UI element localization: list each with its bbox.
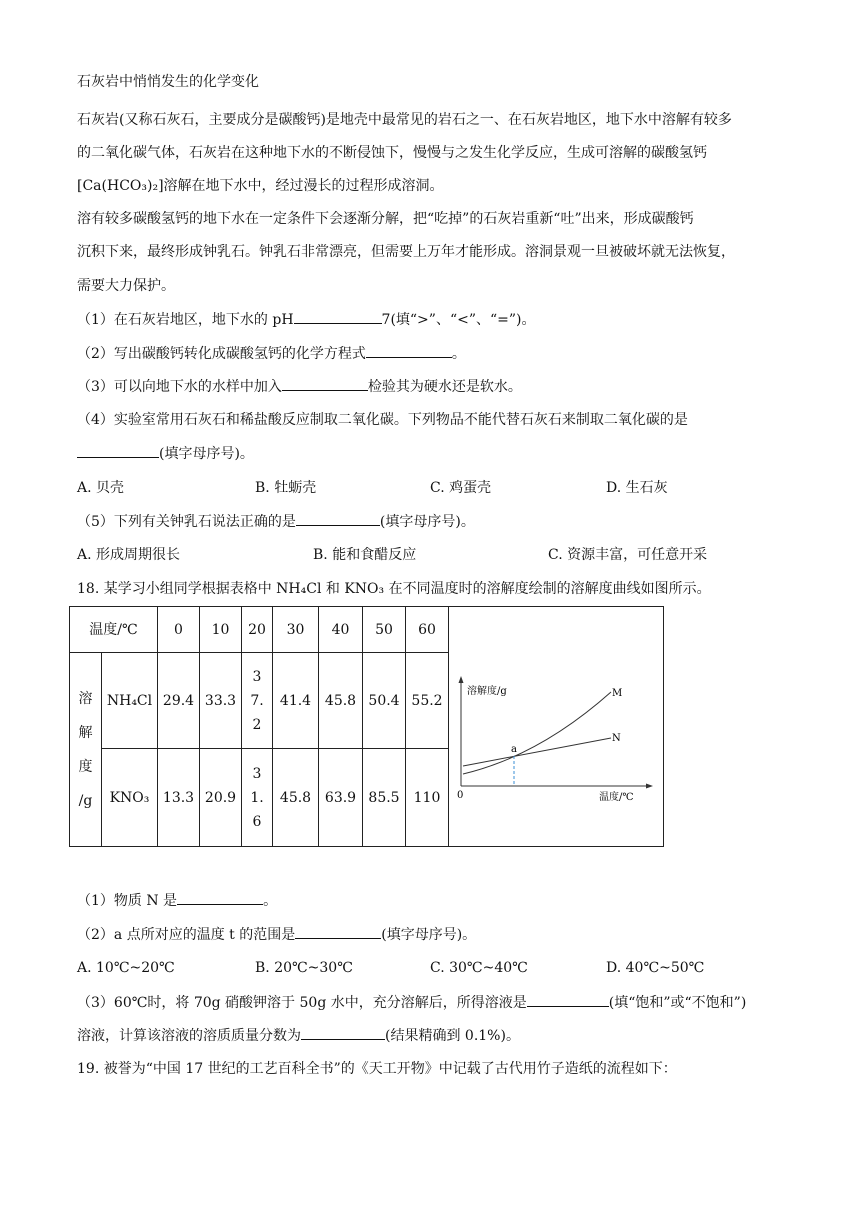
answer-blank[interactable] <box>77 443 159 458</box>
temp-cell: 20 <box>242 607 273 653</box>
graph-ylabel: 溶解度/g <box>467 685 507 697</box>
q17-2-suffix: 。 <box>451 346 466 362</box>
answer-blank[interactable] <box>295 924 381 939</box>
passage-p1-line1: 石灰岩(又称石灰石，主要成分是碳酸钙)是地壳中最常见的岩石之一、在石灰岩地区，地下水中溶解有较多 <box>77 112 732 128</box>
curve-m-label: M <box>612 687 623 699</box>
q17-1-text: （1）在石灰岩地区，地下水的 pH <box>77 312 294 328</box>
temp-cell: 60 <box>406 607 449 653</box>
q17-4-line2 <box>77 443 254 464</box>
value-cell: 33.3 <box>200 653 242 749</box>
value-cell: 50.4 <box>363 653 406 749</box>
temp-cell: 40 <box>319 607 363 653</box>
temp-header: 温度/℃ <box>70 607 158 653</box>
row-group-label: 溶 解 度 /g <box>70 653 102 847</box>
value-cell: 41.4 <box>273 653 319 749</box>
q18-2-suffix: (填字母序号)。 <box>381 927 477 943</box>
q17-1-suffix: 7(填“>”、“<”、“=”)。 <box>381 312 536 328</box>
value-cell: 85.5 <box>363 749 406 847</box>
q18-1 <box>77 890 277 911</box>
solubility-table <box>69 606 664 847</box>
passage-title: 石灰岩中悄悄发生的化学变化 <box>77 74 259 90</box>
passage-p1-line2: 的二氧化碳气体，石灰岩在这种地下水的不断侵蚀下，慢慢与之发生化学反应，生成可溶解的碳酸氢钙 <box>77 145 707 161</box>
q18-3-line1 <box>77 992 746 1013</box>
q18-2-text: （2）a 点所对应的温度 t 的范围是 <box>77 927 296 943</box>
value-cell: 29.4 <box>158 653 200 749</box>
q17-2-text: （2）写出碳酸钙转化成碳酸氢钙的化学方程式 <box>77 346 366 362</box>
curve-n <box>463 738 611 766</box>
q17-3 <box>77 376 522 397</box>
q17-4-option-b[interactable]: B. 牡蛎壳 <box>255 480 317 496</box>
passage-p2-line3: 需要大力保护。 <box>77 278 175 294</box>
curve-n-label: N <box>612 732 621 744</box>
y-axis-arrow <box>459 676 464 683</box>
q18-3-text: （3）60℃时，将 70g 硝酸钾溶于 50g 水中，充分溶解后，所得溶液是 <box>77 995 527 1011</box>
graph-xlabel: 温度/℃ <box>599 791 634 803</box>
passage-p2-line1: 溶有较多碳酸氢钙的地下水在一定条件下会逐渐分解，把“吃掉”的石灰岩重新“吐”出来，形成碳酸钙 <box>77 211 694 227</box>
answer-blank[interactable] <box>294 309 382 324</box>
solubility-graph <box>449 628 663 820</box>
q18-1-suffix: 。 <box>263 893 278 909</box>
q18-2-option-a[interactable]: A. 10℃~20℃ <box>77 960 175 976</box>
substance-nh4cl: NH₄Cl <box>102 653 158 749</box>
value-cell: 37.2 <box>242 653 273 749</box>
answer-blank[interactable] <box>301 1025 385 1040</box>
q18-3-line2-suffix: (结果精确到 0.1%)。 <box>385 1028 520 1044</box>
q17-1 <box>77 309 536 330</box>
q18-2 <box>77 924 476 945</box>
q17-4-line1: （4）实验室常用石灰石和稀盐酸反应制取二氧化碳。下列物品不能代替石灰石来制取二氧化碳的是 <box>77 412 688 428</box>
q17-3-text: （3）可以向地下水的水样中加入 <box>77 379 282 395</box>
q17-4-option-a[interactable]: A. 贝壳 <box>77 480 125 496</box>
temp-cell: 30 <box>273 607 319 653</box>
q17-4-option-d[interactable]: D. 生石灰 <box>606 480 668 496</box>
q17-5-option-a[interactable]: A. 形成周期很长 <box>77 547 181 563</box>
q17-4-option-c[interactable]: C. 鸡蛋壳 <box>430 480 492 496</box>
substance-kno3: KNO₃ <box>102 749 158 847</box>
value-cell: 20.9 <box>200 749 242 847</box>
q18-3-suffix: (填“饱和”或“不饱和”) <box>608 995 747 1011</box>
temp-cell: 10 <box>200 607 242 653</box>
value-cell: 31.6 <box>242 749 273 847</box>
q18-2-option-d[interactable]: D. 40℃~50℃ <box>606 960 705 976</box>
q17-5-text: （5）下列有关钟乳石说法正确的是 <box>77 514 296 530</box>
graph-cell <box>449 607 664 847</box>
q17-5-option-b[interactable]: B. 能和食醋反应 <box>313 547 417 563</box>
q18-3-line2-text: 溶液，计算该溶液的溶质质量分数为 <box>77 1028 301 1044</box>
point-a-label: a <box>511 743 517 755</box>
graph-origin: 0 <box>457 789 464 801</box>
q18-2-option-c[interactable]: C. 30℃~40℃ <box>430 960 528 976</box>
passage-p1-line3: [Ca(HCO₃)₂]溶解在地下水中，经过漫长的过程形成溶洞。 <box>77 178 444 194</box>
temp-cell: 50 <box>363 607 406 653</box>
value-cell: 45.8 <box>273 749 319 847</box>
q17-2 <box>77 343 466 364</box>
value-cell: 55.2 <box>406 653 449 749</box>
passage-p2-line2: 沉积下来，最终形成钟乳石。钟乳石非常漂亮，但需要上万年才能形成。溶洞景观一旦被破坏就无法恢复， <box>77 244 735 260</box>
q18-1-text: （1）物质 N 是 <box>77 893 178 909</box>
q17-4-suffix: (填字母序号)。 <box>159 446 254 462</box>
q17-3-suffix: 检验其为硬水还是软水。 <box>367 379 522 395</box>
value-cell: 45.8 <box>319 653 363 749</box>
q17-5 <box>77 511 475 532</box>
value-cell: 110 <box>406 749 449 847</box>
answer-blank[interactable] <box>177 890 263 905</box>
q17-5-option-c[interactable]: C. 资源丰富，可任意开采 <box>548 547 708 563</box>
value-cell: 63.9 <box>319 749 363 847</box>
value-cell: 13.3 <box>158 749 200 847</box>
q18-2-option-b[interactable]: B. 20℃~30℃ <box>255 960 353 976</box>
x-axis-arrow <box>646 783 653 788</box>
q18-3-line2 <box>77 1025 520 1046</box>
q19-stem: 19. 被誉为“中国 17 世纪的工艺百科全书”的《天工开物》中记载了古代用竹子造纸的流程如下： <box>77 1061 677 1077</box>
temp-cell: 0 <box>158 607 200 653</box>
answer-blank[interactable] <box>296 511 380 526</box>
answer-blank[interactable] <box>366 343 452 358</box>
answer-blank[interactable] <box>282 376 368 391</box>
q18-stem: 18. 某学习小组同学根据表格中 NH₄Cl 和 KNO₃ 在不同温度时的溶解度绘制的溶解度曲线如图所示。 <box>77 581 711 597</box>
answer-blank[interactable] <box>527 992 609 1007</box>
q17-5-suffix: (填字母序号)。 <box>379 514 475 530</box>
